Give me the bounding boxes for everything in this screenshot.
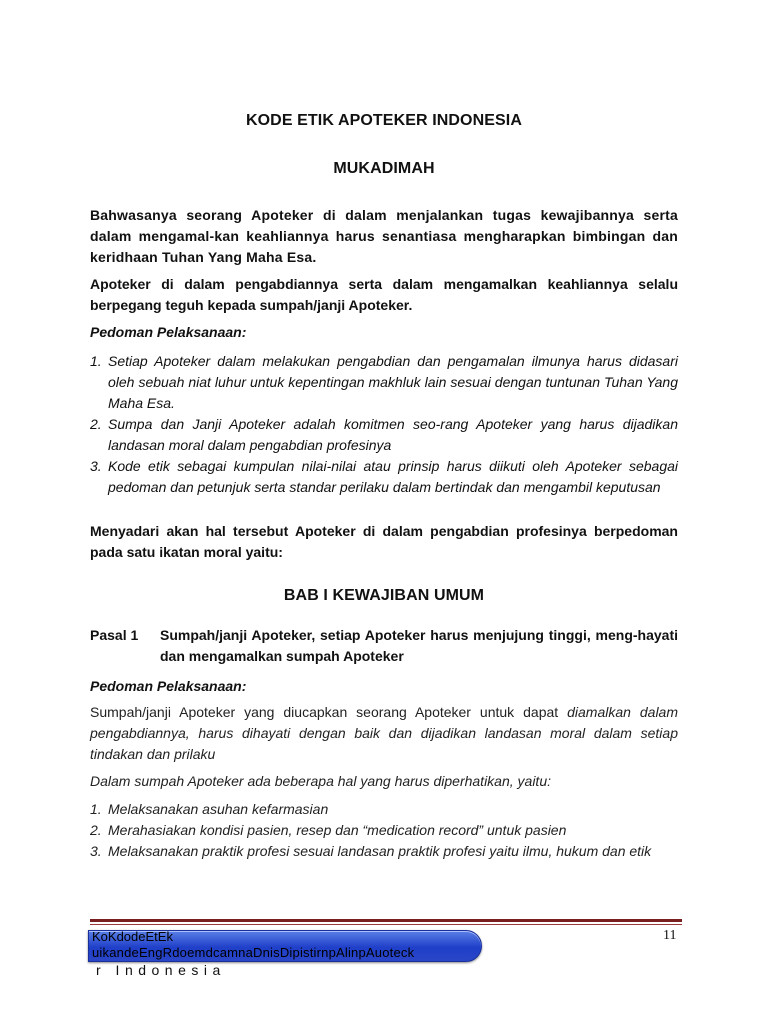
list-item-number: 3. — [90, 458, 102, 474]
list-item-text: Sumpa dan Janji Apoteker adalah komitmen seo-rang Apoteker yang harus dijadikan landasan moral dalam pengabdian profesinya — [108, 416, 678, 453]
list-item-number: 1. — [90, 801, 102, 817]
footer-rule — [90, 919, 682, 922]
pasal-paragraph-italic: diamalkan dalam pengabdiannya, harus dihayati dengan baik dan dijadikan landasan moral dalam setiap tindakan dan prilaku — [90, 704, 679, 762]
closing-paragraph: Menyadari akan hal tersebut Apoteker di dalam pengabdian profesinya berpedoman pada satu ikatan moral yaitu: — [90, 523, 678, 560]
list-item — [90, 799, 678, 820]
sumpah-intro: Dalam sumpah Apoteker ada beberapa hal yang harus diperhatikan, yaitu: — [90, 773, 551, 789]
pedoman-heading: Pedoman Pelaksanaan: — [90, 324, 247, 340]
pasal-paragraph-normal: Sumpah/janji Apoteker yang diucapkan seorang Apoteker untuk dapat — [90, 704, 568, 720]
footer-text-line2: uikandeEngRdoemdcamnaDnisDipistirnpAlinpAuoteck — [92, 945, 415, 960]
list-item-text: Setiap Apoteker dalam melakukan pengabdian dan pengamalan ilmunya harus didasari oleh sebuah niat luhur untuk kepentingan makhluk lain sesuai dengan tuntunan Tuhan Yang Maha Esa. — [108, 353, 678, 411]
list-item-number: 2. — [90, 822, 102, 838]
pasal-paragraph — [90, 702, 678, 765]
pasal-pedoman-heading: Pedoman Pelaksanaan: — [90, 678, 247, 694]
list-item-number: 2. — [90, 416, 102, 432]
list-item — [90, 456, 678, 498]
list-item — [90, 351, 678, 414]
sumpah-list — [90, 799, 678, 862]
list-item-text: Merahasiakan kondisi pasien, resep dan “medication record” untuk pasien — [108, 822, 567, 838]
footer-text-line3: r Indonesia — [96, 962, 226, 978]
document-title: KODE ETIK APOTEKER INDONESIA — [245, 112, 522, 129]
list-item-number: 1. — [90, 353, 102, 369]
pasal-number: Pasal 1 — [90, 627, 139, 643]
pasal-text: Sumpah/janji Apoteker, setiap Apoteker harus menjujung tinggi, meng-hayati dan mengamalkan sumpah Apoteker — [160, 627, 678, 664]
footer-rule-thin — [90, 924, 682, 925]
page-number: 11 — [663, 928, 677, 943]
list-item — [90, 414, 678, 456]
chapter-title: BAB I KEWAJIBAN UMUM — [283, 587, 485, 604]
list-item-text: Kode etik sebagai kumpulan nilai-nilai atau prinsip harus diikuti oleh Apoteker sebagai pedoman dan petunjuk serta standar perilaku dalam bertindak dan mengambil keputusan — [108, 458, 678, 495]
section-title-mukadimah: MUKADIMAH — [333, 160, 435, 177]
intro-paragraph-1: Bahwasanya seorang Apoteker di dalam menjalankan tugas kewajibannya serta dalam mengamal-kan keahliannya harus senantiasa mengharapkan bimbingan dan keridhaan Tuhan Yang Maha Esa. — [90, 207, 678, 265]
footer-text-line1: KoKdodeEtEk — [92, 929, 173, 944]
list-item-number: 3. — [90, 843, 102, 859]
list-item-text: Melaksanakan asuhan kefarmasian — [108, 801, 329, 817]
list-item — [90, 841, 678, 862]
pedoman-list — [90, 351, 678, 498]
list-item-text: Melaksanakan praktik profesi sesuai landasan praktik profesi yaitu ilmu, hukum dan etik — [108, 843, 652, 859]
list-item — [90, 820, 678, 841]
intro-paragraph-2: Apoteker di dalam pengabdiannya serta dalam mengamalkan keahliannya selalu berpegang teguh kepada sumpah/janji Apoteker. — [90, 276, 678, 313]
